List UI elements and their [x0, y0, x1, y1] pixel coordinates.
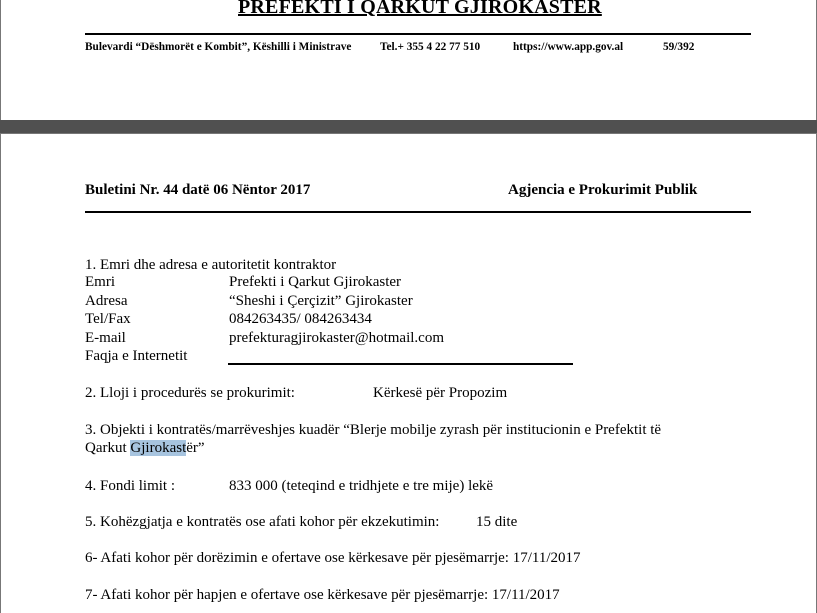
field-label-website: Faqja e Internetit: [85, 348, 188, 364]
document-page-bottom: [0, 133, 817, 613]
section4-value: 833 000 (teteqind e tridhjete e tre mije) lekë: [229, 478, 494, 494]
header-divider: [85, 33, 751, 35]
field-label-telfax: Tel/Fax: [85, 311, 131, 327]
field-value-telfax: 084263435/ 084263434: [229, 311, 372, 327]
field-label-email: E-mail: [85, 330, 126, 346]
website-blank-line: [228, 363, 573, 365]
field-value-email: prefekturagjirokaster@hotmail.com: [229, 330, 444, 346]
header-page-number: 59/392: [663, 41, 695, 53]
section7-text: 7- Afati kohor për hapjen e ofertave ose kërkesave për pjesëmarrje: 17/11/2017: [85, 587, 560, 603]
section2-label: 2. Lloji i procedurës se prokurimit:: [85, 385, 295, 401]
header-website[interactable]: https://www.app.gov.al: [513, 41, 624, 53]
section3-line1: 3. Objekti i kontratës/marrëveshjes kuadër “Blerje mobilje zyrash për institucionin e Prefektit të: [85, 422, 662, 438]
section3-line2-prefix: Qarkut: [85, 440, 131, 456]
field-label-name: Emri: [85, 274, 115, 290]
page-header-title: PREFEKTI I QARKUT GJIROKASTER: [238, 0, 602, 18]
header-telephone: Tel.+ 355 4 22 77 510: [380, 41, 481, 53]
header-address: Bulevardi “Dëshmorët e Kombit”, Këshilli i Ministrave: [85, 41, 352, 53]
section3-line2-suffix: ër”: [186, 440, 205, 456]
section3-line2: [85, 439, 205, 457]
bulletin-title: Buletini Nr. 44 datë 06 Nëntor 2017: [85, 182, 311, 198]
section5-value: 15 dite: [476, 514, 518, 530]
section5-label: 5. Kohëzgjatja e kontratës ose afati kohor për ekzekutimin:: [85, 514, 440, 530]
field-value-name: Prefekti i Qarkut Gjirokaster: [229, 274, 402, 290]
selected-text-highlight[interactable]: Gjirokast: [130, 440, 187, 456]
bulletin-divider: [85, 211, 751, 213]
field-label-address: Adresa: [85, 293, 128, 309]
section1-heading: 1. Emri dhe adresa e autoritetit kontraktor: [85, 257, 337, 273]
agency-name: Agjencia e Prokurimit Publik: [508, 182, 698, 198]
section4-label: 4. Fondi limit :: [85, 478, 176, 494]
section6-text: 6- Afati kohor për dorëzimin e ofertave ose kërkesave për pjesëmarrje: 17/11/2017: [85, 550, 581, 566]
section2-value: Kërkesë për Propozim: [373, 385, 508, 401]
field-value-address: “Sheshi i Çerçizit” Gjirokaster: [229, 293, 413, 309]
page-separator: [0, 120, 817, 133]
